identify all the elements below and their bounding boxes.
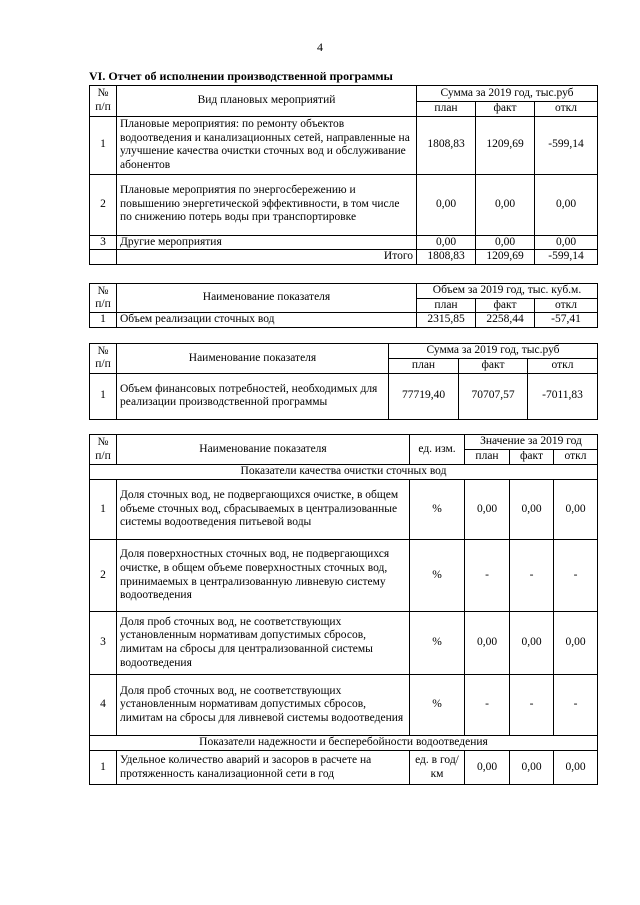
table-row <box>90 116 598 174</box>
total-row <box>90 250 598 265</box>
row-deviation: - <box>554 675 598 736</box>
row-deviation: -7011,83 <box>528 373 598 419</box>
row-plan: 0,00 <box>465 480 510 540</box>
table-row <box>90 373 598 419</box>
header-indicator: Наименование показателя <box>117 344 389 374</box>
header-sum: Сумма за 2019 год, тыс.руб <box>417 86 598 102</box>
table-row <box>90 751 598 785</box>
row-number: 4 <box>90 675 117 736</box>
quality-indicators-table <box>89 434 598 785</box>
section-title: VI. Отчет об исполнении производственной программы <box>89 69 393 83</box>
header-plan: план <box>417 298 476 313</box>
row-name: Доля поверхностных сточных вод, не подвергающихся очистке, в общем объеме поверхностных сточных вод, принимаемых в централизованную ливневую систему водоотведения <box>117 540 410 612</box>
row-name: Плановые мероприятия: по ремонту объектов водоотведения и канализационных сетей, направленные на улучшение качества очистки сточных вод и обслуживание абонентов <box>117 116 417 174</box>
row-number: 1 <box>90 480 117 540</box>
row-plan: 77719,40 <box>389 373 459 419</box>
row-name: Объем финансовых потребностей, необходимых для реализации производственной программы <box>117 373 389 419</box>
section-header-reliability: Показатели надежности и бесперебойности водоотведения <box>90 736 598 751</box>
header-unit: ед. изм. <box>410 435 465 465</box>
table-row <box>90 235 598 250</box>
page-number: 4 <box>317 40 323 54</box>
section-header-quality: Показатели качества очистки сточных вод <box>90 465 598 480</box>
row-name: Другие мероприятия <box>117 235 417 250</box>
header-volume: Объем за 2019 год, тыс. куб.м. <box>417 284 598 299</box>
program-activities-table <box>89 85 598 265</box>
row-name: Удельное количество аварий и засоров в расчете на протяженность канализационной сети в год <box>117 751 410 785</box>
row-number: 2 <box>90 174 117 235</box>
table-row <box>90 540 598 612</box>
row-plan: 0,00 <box>465 751 510 785</box>
table-row <box>90 174 598 235</box>
row-fact: 1209,69 <box>476 116 535 174</box>
row-deviation: 0,00 <box>554 751 598 785</box>
table-row <box>90 612 598 675</box>
header-number: № п/п <box>90 86 117 117</box>
row-unit: % <box>410 612 465 675</box>
row-deviation: -57,41 <box>535 313 598 328</box>
row-number: 1 <box>90 751 117 785</box>
header-fact: факт <box>476 298 535 313</box>
header-indicator: Наименование показателя <box>117 435 410 465</box>
row-number: 2 <box>90 540 117 612</box>
header-deviation: откл <box>528 359 598 374</box>
row-unit: % <box>410 480 465 540</box>
row-plan: 2315,85 <box>417 313 476 328</box>
row-deviation: 0,00 <box>535 174 598 235</box>
row-fact: 0,00 <box>510 480 554 540</box>
header-fact: факт <box>510 450 554 465</box>
row-deviation: 0,00 <box>535 235 598 250</box>
row-number: 1 <box>90 313 117 328</box>
row-fact: 70707,57 <box>459 373 528 419</box>
row-name: Доля сточных вод, не подвергающихся очистке, в общем объеме сточных вод, сбрасываемых в централизованные системы водоотведения питьевой воды <box>117 480 410 540</box>
row-fact: 0,00 <box>510 751 554 785</box>
header-fact: факт <box>459 359 528 374</box>
row-fact: - <box>510 675 554 736</box>
row-deviation: - <box>554 540 598 612</box>
row-name: Плановые мероприятия по энергосбережению и повышению энергетической эффективности, в том числе по снижению потерь воды при транспортировке <box>117 174 417 235</box>
row-fact: 0,00 <box>476 174 535 235</box>
row-fact: 2258,44 <box>476 313 535 328</box>
row-unit: % <box>410 540 465 612</box>
table-row <box>90 313 598 328</box>
header-fact: факт <box>476 102 535 117</box>
row-number: 1 <box>90 116 117 174</box>
header-number: № п/п <box>90 435 117 465</box>
row-unit: ед. в год/ км <box>410 751 465 785</box>
total-fact: 1209,69 <box>476 250 535 265</box>
header-number: № п/п <box>90 284 117 313</box>
row-fact: 0,00 <box>510 612 554 675</box>
header-number: № п/п <box>90 344 117 374</box>
row-fact: 0,00 <box>476 235 535 250</box>
header-plan: план <box>465 450 510 465</box>
total-label: Итого <box>117 250 417 265</box>
row-plan: 1808,83 <box>417 116 476 174</box>
wastewater-volume-table <box>89 283 598 328</box>
row-plan: 0,00 <box>417 174 476 235</box>
table-row <box>90 675 598 736</box>
table-row <box>90 480 598 540</box>
header-plan: план <box>417 102 476 117</box>
row-plan: 0,00 <box>417 235 476 250</box>
header-deviation: откл <box>554 450 598 465</box>
row-name: Доля проб сточных вод, не соответствующих установленным нормативам допустимых сбросов, лимитам на сбросы для ливневой системы водоотведения <box>117 675 410 736</box>
header-plan: план <box>389 359 459 374</box>
row-plan: - <box>465 675 510 736</box>
header-sum: Сумма за 2019 год, тыс.руб <box>389 344 598 359</box>
header-deviation: откл <box>535 102 598 117</box>
row-plan: - <box>465 540 510 612</box>
row-name: Объем реализации сточных вод <box>117 313 417 328</box>
header-value: Значение за 2019 год <box>465 435 598 450</box>
row-name: Доля проб сточных вод, не соответствующих установленным нормативам допустимых сбросов, лимитам на сбросы для централизованной системы водоотведения <box>117 612 410 675</box>
header-indicator: Наименование показателя <box>117 284 417 313</box>
total-deviation: -599,14 <box>535 250 598 265</box>
row-number: 1 <box>90 373 117 419</box>
row-deviation: 0,00 <box>554 480 598 540</box>
row-plan: 0,00 <box>465 612 510 675</box>
row-deviation: -599,14 <box>535 116 598 174</box>
total-plan: 1808,83 <box>417 250 476 265</box>
header-deviation: откл <box>535 298 598 313</box>
row-number: 3 <box>90 612 117 675</box>
financial-needs-table <box>89 343 598 420</box>
row-deviation: 0,00 <box>554 612 598 675</box>
row-unit: % <box>410 675 465 736</box>
row-number: 3 <box>90 235 117 250</box>
row-fact: - <box>510 540 554 612</box>
header-activity-type: Вид плановых мероприятий <box>117 86 417 117</box>
